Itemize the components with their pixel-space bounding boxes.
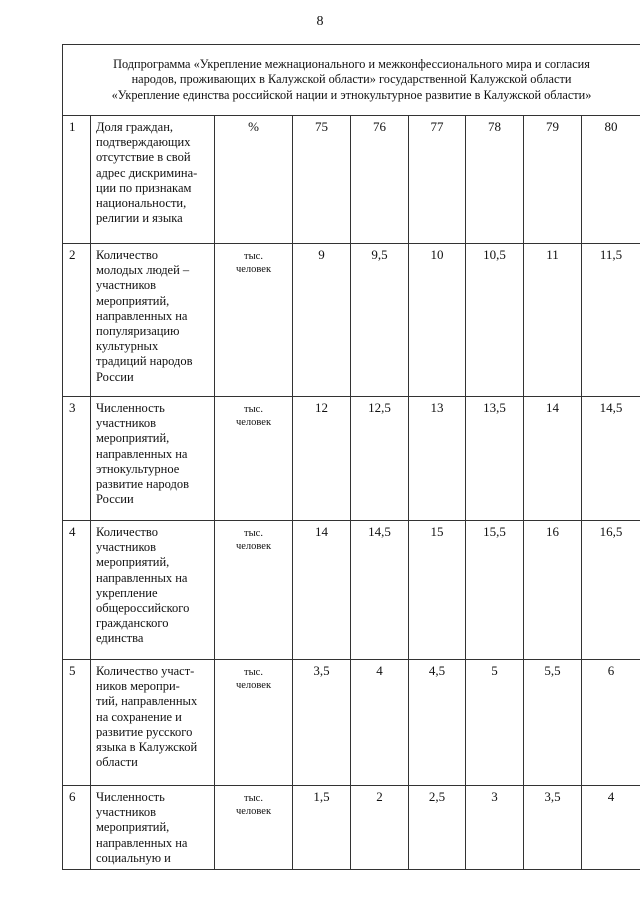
indicator-name-line: мероприятий, [96,431,170,446]
unit-line: человек [235,417,272,428]
unit-line: человек [235,680,272,691]
row-number: 5 [63,660,91,786]
indicator-name-line: участников [96,278,157,293]
indicator-name-line: языка в Калужской [96,740,198,755]
indicator-value: 13 [409,397,466,521]
indicator-name-line: подтверждающих [96,135,191,150]
indicator-name-line: мероприятий, [96,555,170,570]
unit-line: тыс. [244,793,263,804]
indicator-name-line: участников [96,416,157,431]
unit-line: тыс. [244,667,263,678]
unit-line: % [248,119,259,134]
indicator-value: 14,5 [351,521,409,660]
unit-line: тыс. [244,528,263,539]
subprogram-header-line: «Укрепление единства российской нации и этнокультурное развитие в Калужской области» [111,87,592,102]
unit-line: человек [235,541,272,552]
indicator-name-line: Численность [96,401,165,415]
subprogram-header [63,45,640,116]
indicator-value: 14,5 [582,397,640,521]
indicator-value: 16 [524,521,582,660]
indicator-value: 6 [582,660,640,786]
row-number: 6 [63,786,91,870]
unit-line: тыс. [244,404,263,415]
page-number: 8 [316,14,324,29]
indicator-name-line: России [96,369,134,384]
indicator-value: 2,5 [409,786,466,870]
indicator-name-line: развитие русского [96,724,193,739]
indicator-name [91,244,215,397]
indicator-value: 14 [524,397,582,521]
indicator-value: 79 [524,116,582,244]
indicator-name-line: религии и языка [96,211,183,226]
indicator-name-line: мероприятий, [96,293,170,308]
unit-line: человек [235,806,272,817]
indicator-value: 75 [293,116,351,244]
subprogram-header-line: народов, проживающих в Калужской области» государственной Калужской области [131,72,572,87]
indicator-name-line: традиций народов [96,354,193,369]
indicator-value: 10 [409,244,466,397]
indicator-value: 4 [351,660,409,786]
indicator-value: 16,5 [582,521,640,660]
subprogram-header-line: Подпрограмма «Укрепление межнационального и межконфессионального мира и согласия [113,56,590,71]
indicator-name-line: развитие народов [96,477,190,492]
indicator-name-line: России [96,492,134,507]
indicators-table [62,44,640,870]
unit-of-measure [215,116,293,244]
unit-of-measure [215,397,293,521]
indicator-name-line: ников меропри- [96,679,180,694]
indicator-value: 1,5 [293,786,351,870]
indicator-value: 3,5 [293,660,351,786]
indicator-value: 5,5 [524,660,582,786]
indicator-value: 11,5 [582,244,640,397]
indicator-name [91,660,215,786]
indicator-value: 9 [293,244,351,397]
indicator-value: 3,5 [524,786,582,870]
indicator-value: 12 [293,397,351,521]
indicator-value: 4,5 [409,660,466,786]
indicator-name-line: участников [96,540,157,555]
indicator-name-line: Количество [96,525,158,539]
indicator-value: 9,5 [351,244,409,397]
table-row [63,244,640,397]
table-row [63,521,640,660]
indicator-name-line: Доля граждан, [96,120,174,134]
indicator-name-line: Численность [96,790,165,804]
row-number: 3 [63,397,91,521]
indicator-value: 77 [409,116,466,244]
table-row [63,116,640,244]
indicator-name-line: социальную и [96,850,171,865]
indicator-value: 15,5 [466,521,524,660]
indicator-value: 2 [351,786,409,870]
indicator-value: 11 [524,244,582,397]
unit-line: человек [235,264,272,275]
indicator-name-line: области [96,755,138,770]
indicator-name-line: адрес дискримина- [96,165,198,180]
indicator-name-line: культурных [96,339,159,354]
indicator-name-line: гражданского [96,616,169,631]
indicator-name-line: молодых людей – [96,263,190,278]
indicator-name [91,786,215,870]
indicator-value: 10,5 [466,244,524,397]
unit-of-measure [215,521,293,660]
indicator-name-line: отсутствие в свой [96,150,191,165]
unit-of-measure [215,786,293,870]
indicator-value: 4 [582,786,640,870]
indicator-value: 80 [582,116,640,244]
indicator-name-line: единства [96,631,144,646]
indicator-value: 78 [466,116,524,244]
indicator-name [91,116,215,244]
indicator-name-line: этнокультурное [96,461,180,476]
indicator-value: 14 [293,521,351,660]
unit-of-measure [215,244,293,397]
indicator-name-line: Количество участ- [96,664,195,678]
indicator-name-line: участников [96,805,157,820]
indicator-name-line: мероприятий, [96,820,170,835]
indicator-name-line: тий, направленных [96,694,198,709]
row-number: 1 [63,116,91,244]
indicator-name-line: направленных на [96,570,188,585]
indicator-name-line: на сохранение и [96,709,182,724]
indicator-value: 5 [466,660,524,786]
indicator-name-line: укрепление [96,585,158,600]
indicator-name-line: направленных на [96,446,188,461]
indicator-value: 13,5 [466,397,524,521]
indicator-value: 12,5 [351,397,409,521]
indicator-value: 3 [466,786,524,870]
row-number: 4 [63,521,91,660]
unit-of-measure [215,660,293,786]
indicator-value: 76 [351,116,409,244]
unit-line: тыс. [244,251,263,262]
indicator-name-line: популяризацию [96,324,180,339]
indicator-name-line: направленных на [96,835,188,850]
table-row [63,660,640,786]
indicator-name-line: ции по признакам [96,180,192,195]
indicator-name-line: направленных на [96,308,188,323]
subprogram-header-row [63,45,640,116]
indicator-name [91,521,215,660]
indicator-name-line: общероссийского [96,601,190,616]
row-number: 2 [63,244,91,397]
indicator-name [91,397,215,521]
indicator-name-line: национальности, [96,196,187,211]
indicator-name-line: Количество [96,248,158,262]
table-row [63,786,640,870]
indicator-value: 15 [409,521,466,660]
table-row [63,397,640,521]
